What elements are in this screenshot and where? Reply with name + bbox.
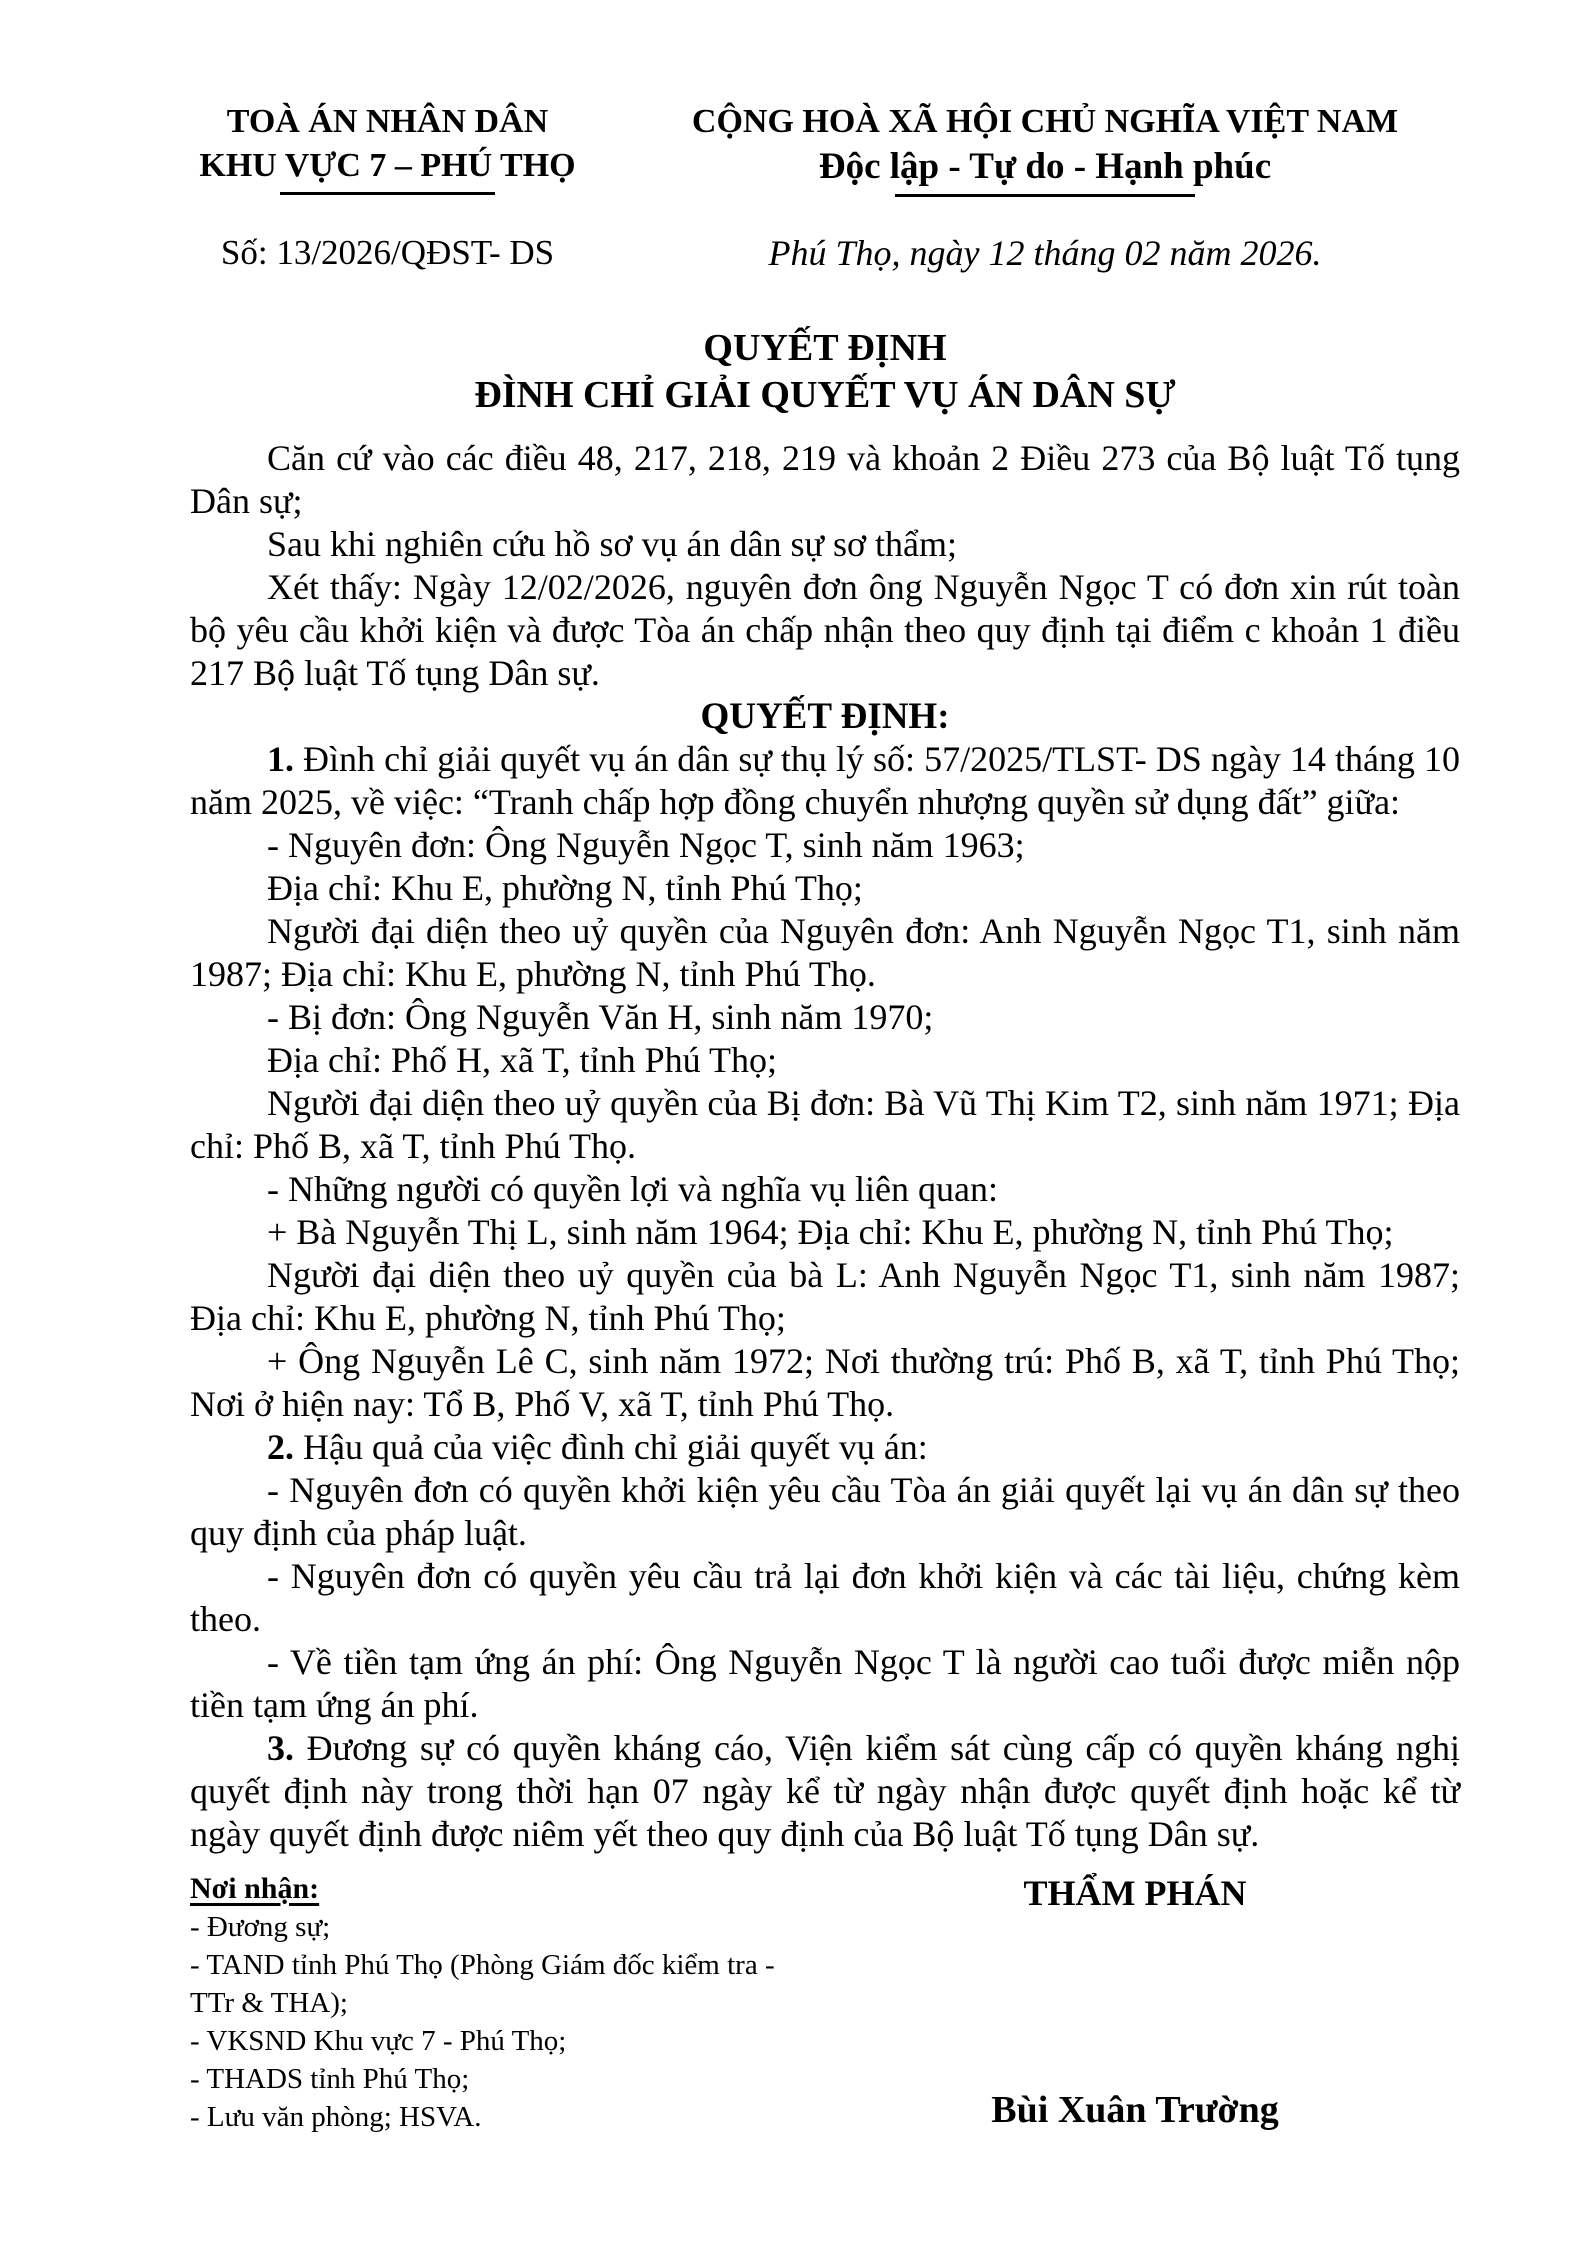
party-line: Địa chỉ: Phố H, xã T, tỉnh Phú Thọ;	[267, 1040, 777, 1080]
document-title	[190, 325, 1460, 419]
consequence-line: - Nguyên đơn có quyền yêu cầu trả lại đơn khởi kiện và các tài liệu, chứng kèm theo.	[190, 1556, 1460, 1639]
national-motto-block	[630, 100, 1460, 275]
item-text: Đình chỉ giải quyết vụ án dân sự thụ lý số: 57/2025/TLST- DS ngày 14 tháng 10 năm 2025, về việc: “Tranh chấp hợp đồng chuyển nhượng quyền sử dụng đất” giữa:	[190, 739, 1460, 822]
party-line: - Nguyên đơn: Ông Nguyễn Ngọc T, sinh năm 1963;	[267, 825, 1025, 865]
document-header	[190, 100, 1460, 275]
decision-item-1	[190, 738, 1460, 824]
signature-block	[810, 1870, 1460, 2136]
item-number: 3.	[267, 1728, 294, 1768]
party-line: - Những người có quyền lợi và nghĩa vụ liên quan:	[267, 1169, 998, 1209]
consequence-line: - Về tiền tạm ứng án phí: Ông Nguyễn Ngọc T là người cao tuổi được miễn nộp tiền tạm ứng án phí.	[190, 1642, 1460, 1725]
title-line2: ĐÌNH CHỈ GIẢI QUYẾT VỤ ÁN DÂN SỰ	[474, 374, 1176, 416]
recipient-line: - Lưu văn phòng; HSVA.	[190, 2101, 482, 2133]
party-line: + Bà Nguyễn Thị L, sinh năm 1964; Địa chỉ: Khu E, phường N, tỉnh Phú Thọ;	[267, 1212, 1394, 1252]
signer-name: Bùi Xuân Trường	[991, 2089, 1279, 2131]
party-line: Người đại diện theo uỷ quyền của Nguyên đơn: Anh Nguyễn Ngọc T1, sinh năm 1987; Địa chỉ: Khu E, phường N, tỉnh Phú Thọ.	[190, 911, 1460, 994]
title-line1: QUYẾT ĐỊNH	[703, 327, 947, 369]
decision-item-2	[190, 1426, 1460, 1469]
preamble-paragraph: Căn cứ vào các điều 48, 217, 218, 219 và khoản 2 Điều 273 của Bộ luật Tố tụng Dân sự;	[190, 438, 1460, 521]
document-number: Số: 13/2026/QĐST- DS	[220, 233, 555, 272]
court-name-line1: TOÀ ÁN NHÂN DÂN	[226, 103, 549, 140]
party-line: - Bị đơn: Ông Nguyễn Văn H, sinh năm 1970;	[267, 997, 934, 1037]
issuing-court-block	[190, 100, 585, 275]
recipient-line: - THADS tỉnh Phú Thọ;	[190, 2063, 470, 2095]
party-line: Địa chỉ: Khu E, phường N, tỉnh Phú Thọ;	[267, 868, 863, 908]
party-line: Người đại diện theo uỷ quyền của Bị đơn: Bà Vũ Thị Kim T2, sinh năm 1971; Địa chỉ: Phố B, xã T, tỉnh Phú Thọ.	[190, 1083, 1460, 1166]
item-number: 2.	[267, 1427, 294, 1467]
consequence-line: - Nguyên đơn có quyền khởi kiện yêu cầu Tòa án giải quyết lại vụ án dân sự theo quy định của pháp luật.	[190, 1470, 1460, 1553]
preamble-paragraph: Xét thấy: Ngày 12/02/2026, nguyên đơn ông Nguyễn Ngọc T có đơn xin rút toàn bộ yêu cầu khởi kiện và được Tòa án chấp nhận theo quy định tại điểm c khoản 1 điều 217 Bộ luật Tố tụng Dân sự.	[190, 567, 1460, 693]
item-text: Đương sự có quyền kháng cáo, Viện kiểm sát cùng cấp có quyền kháng nghị quyết định này trong thời hạn 07 ngày kể từ ngày nhận được quyết định hoặc kể từ ngày quyết định được niêm yết theo quy định của Bộ luật Tố tụng Dân sự.	[190, 1728, 1460, 1854]
place-date-line: Phú Thọ, ngày 12 tháng 02 năm 2026.	[768, 233, 1322, 273]
recipient-line: - VKSND Khu vực 7 - Phú Thọ;	[190, 2025, 567, 2057]
item-number: 1.	[267, 739, 294, 779]
decision-item-3	[190, 1727, 1460, 1856]
signer-title: THẨM PHÁN	[1023, 1873, 1247, 1913]
decision-heading: QUYẾT ĐỊNH:	[700, 696, 950, 737]
court-name-line2: KHU VỰC 7 – PHÚ THỌ	[199, 147, 576, 184]
document-body	[190, 437, 1460, 1856]
recipients-block	[190, 1870, 810, 2136]
recipients-label: Nơi nhận:	[190, 1872, 320, 1905]
document-footer	[190, 1870, 1460, 2136]
party-line: Người đại diện theo uỷ quyền của bà L: Anh Nguyễn Ngọc T1, sinh năm 1987; Địa chỉ: Khu E, phường N, tỉnh Phú Thọ;	[190, 1255, 1460, 1338]
court-name-rule	[280, 192, 495, 195]
recipient-line: TTr & THA);	[190, 1987, 348, 2019]
recipient-line: - Đương sự;	[190, 1911, 331, 1943]
nation-title: CỘNG HOÀ XÃ HỘI CHỦ NGHĨA VIỆT NAM	[691, 103, 1399, 140]
item-text: Hậu quả của việc đình chỉ giải quyết vụ án:	[294, 1427, 928, 1467]
party-line: + Ông Nguyễn Lê C, sinh năm 1972; Nơi thường trú: Phố B, xã T, tỉnh Phú Thọ; Nơi ở hiện nay: Tổ B, Phố V, xã T, tỉnh Phú Thọ.	[190, 1341, 1460, 1424]
nation-motto: Độc lập - Tự do - Hạnh phúc	[818, 146, 1272, 187]
recipient-line: - TAND tỉnh Phú Thọ (Phòng Giám đốc kiểm tra -	[190, 1949, 775, 1981]
preamble-paragraph: Sau khi nghiên cứu hồ sơ vụ án dân sự sơ thẩm;	[267, 524, 958, 564]
motto-rule	[895, 194, 1195, 197]
